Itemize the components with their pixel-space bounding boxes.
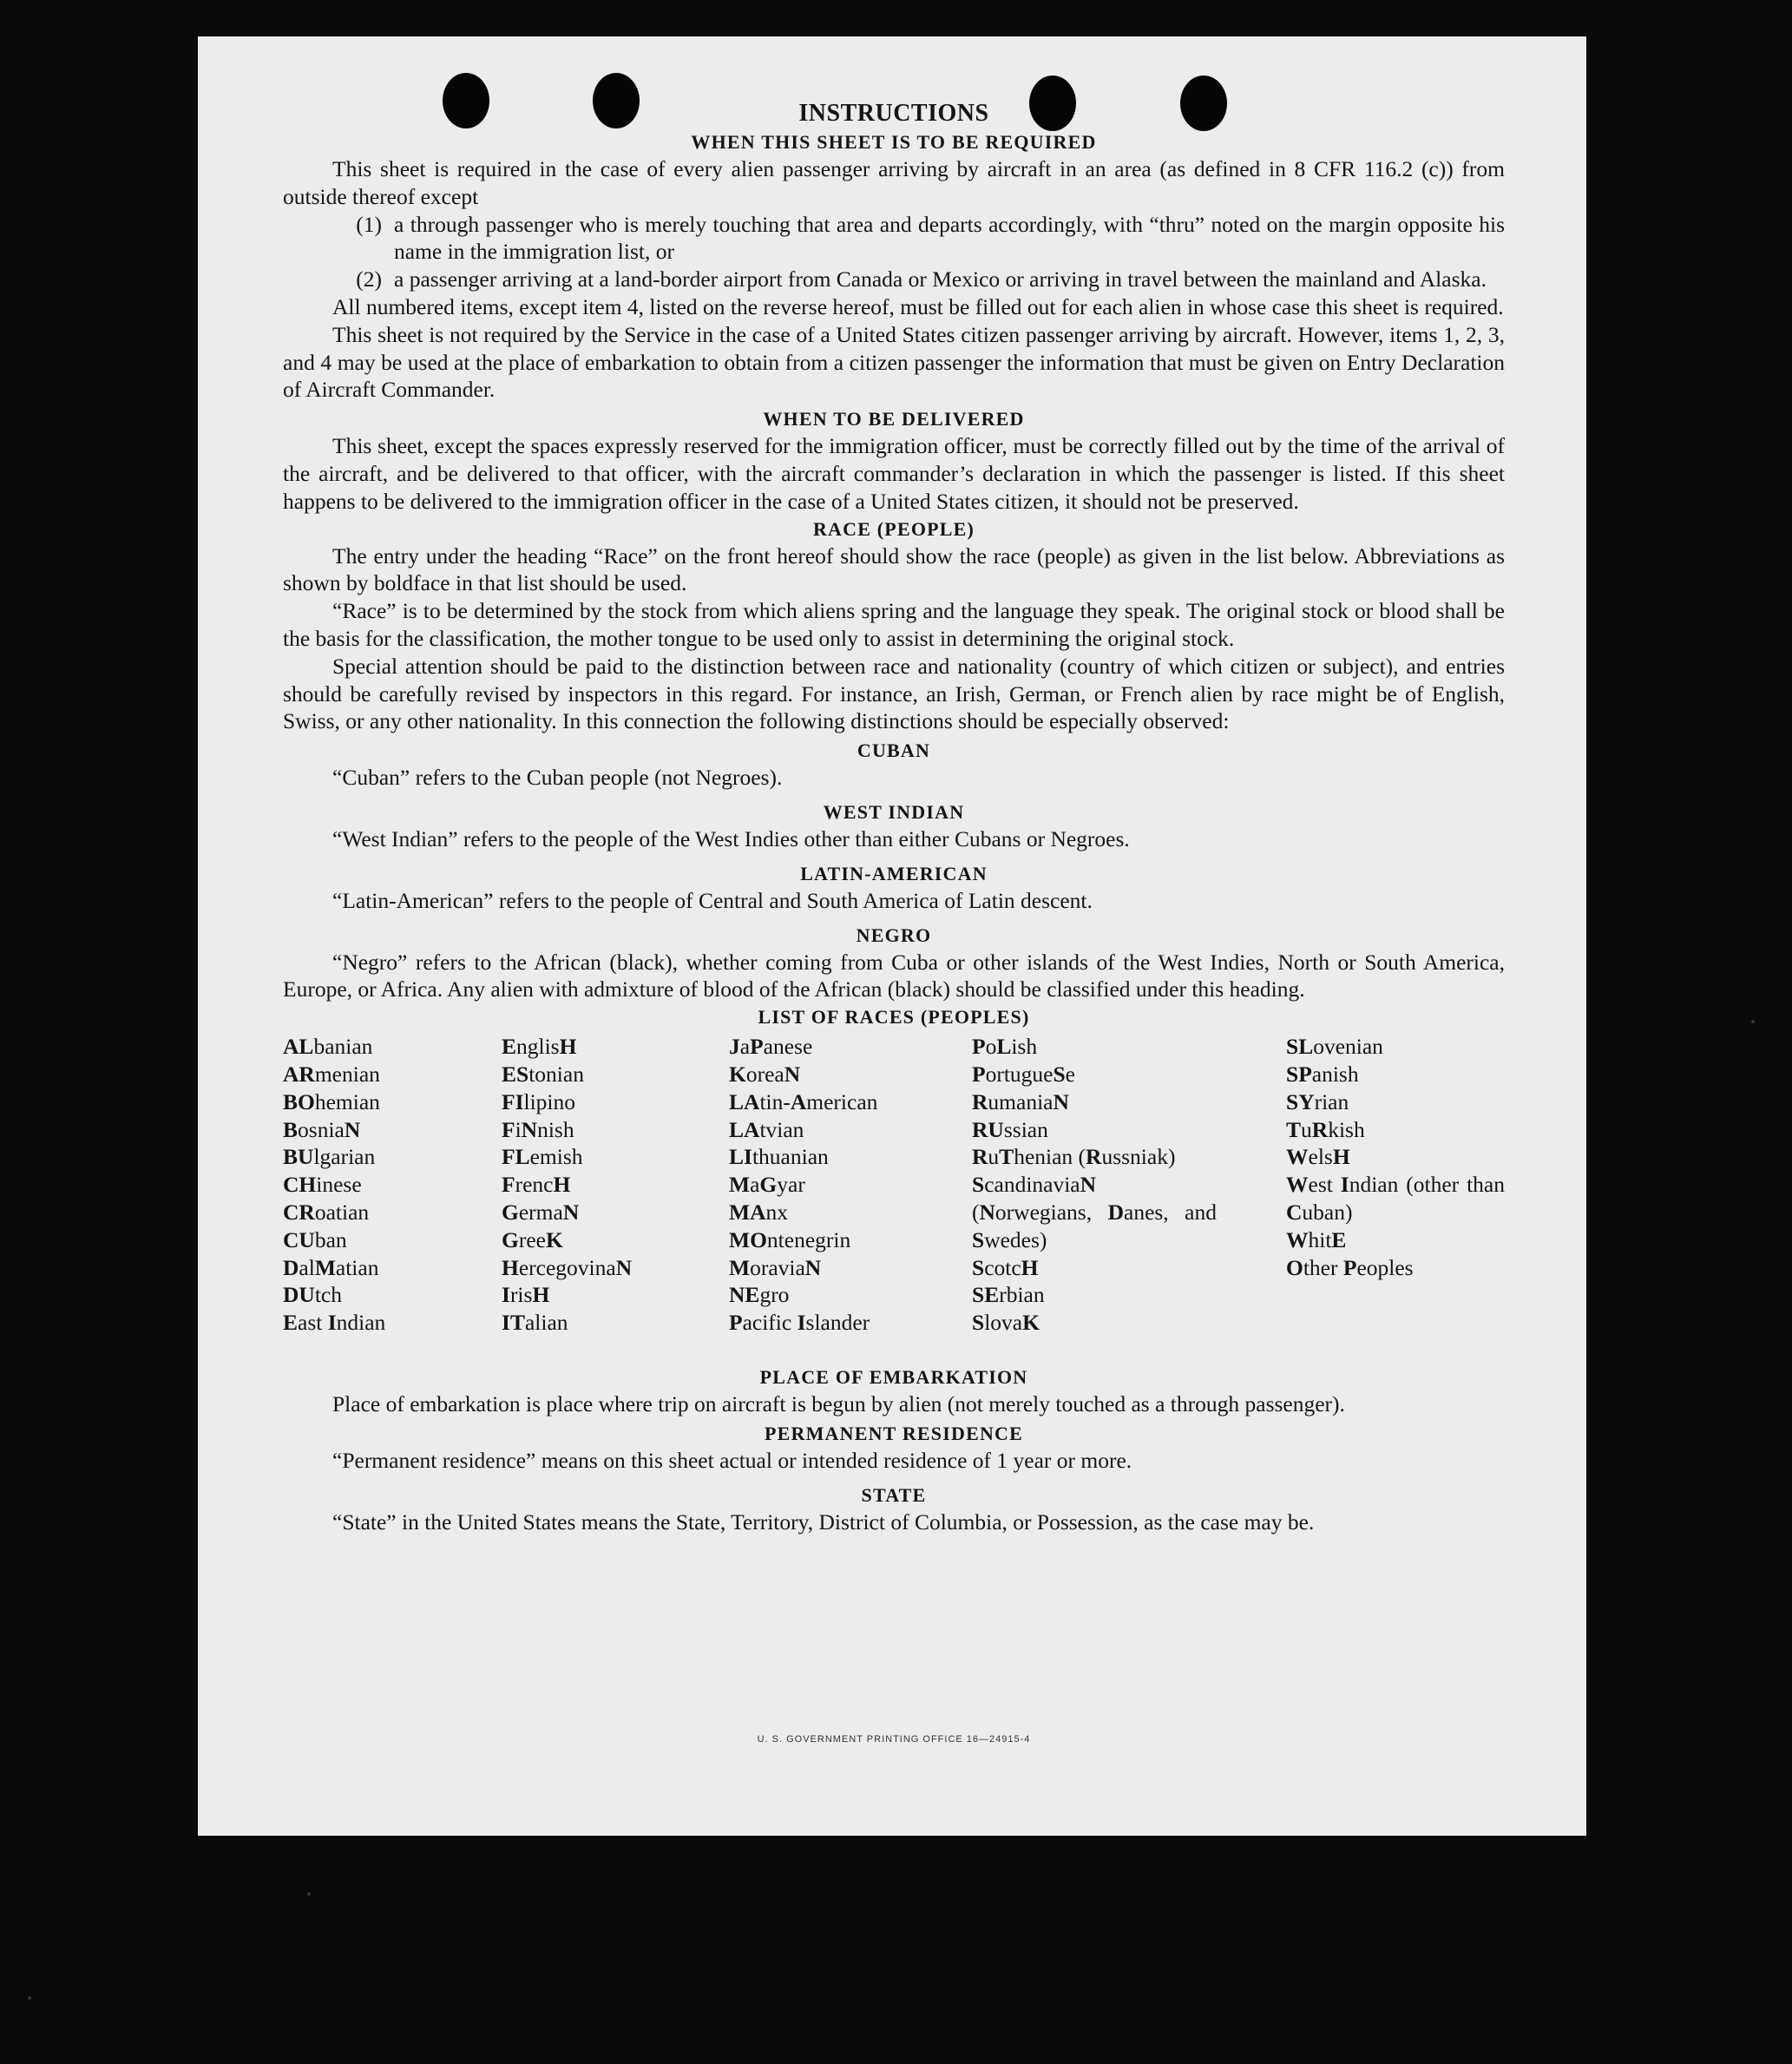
race-column [972,1033,1217,1337]
race-column [502,1033,710,1337]
paragraph: This sheet, except the spaces expressly reserved for the immigration officer, must be correctly filled out by the time of the arrival of the aircraft, and be delivered to that officer, with the aircraft commander’s declaration in which the passenger is listed. If this sheet happens to be delivered to the immigration officer in the case of a United States citizen, it should not be preserved. [283,433,1505,514]
race-entry: TuRkish [1286,1116,1365,1142]
race-column [283,1033,482,1337]
race-list [283,1033,1505,1364]
item-number: (2) [356,266,382,293]
paragraph: “Permanent residence” means on this sheet actual or intended residence of 1 year or more. [332,1447,1132,1473]
race-entry: RumaniaN [972,1088,1069,1114]
race-entry: West Indian (other than Cuban) [1286,1172,1505,1225]
race-entry: GermaN [502,1199,580,1225]
race-entry: ScotcH [972,1254,1039,1280]
heading-permanent-residence: PERMANENT RESIDENCE [764,1422,1024,1444]
race-entry: Other Peoples [1286,1254,1414,1280]
race-entry: MoraviaN [729,1254,822,1280]
race-entry: IrisH [502,1282,550,1308]
race-column [729,1033,955,1337]
list-item [283,211,1505,266]
race-entry: LIthuanian [729,1144,829,1170]
paragraph: “Negro” refers to the African (black), whether coming from Cuba or other islands of the West Indies, North or South America, Europe, or Africa. Any alien with admixture of blood of the African (black) should be classified under this heading. [283,949,1505,1002]
race-entry: ALbanian [283,1034,373,1060]
heading-state: STATE [861,1483,927,1506]
race-entry: SYrian [1286,1088,1349,1114]
paragraph: “Cuban” refers to the Cuban people (not Negroes). [332,765,783,791]
race-entry: CHinese [283,1172,362,1198]
race-entry: JaPanese [729,1034,813,1060]
heading-cuban: CUBAN [857,739,931,762]
race-entry: BOhemian [283,1088,380,1114]
race-entry: FrencH [502,1172,571,1198]
paragraph: Special attention should be paid to the distinction between race and nationality (country of which citizen or subject), and entries should be carefully revised by inspectors in this regard. For instance, an Irish, German, or French alien by race might be of English, Swiss, or any other nationality. In this connection the following distinctions should be especially observed: [283,653,1505,734]
item-text: a passenger arriving at a land-border airport from Canada or Mexico or arriving in travel between the mainland and Alaska. [394,266,1487,293]
paragraph: “Race” is to be determined by the stock from which aliens spring and the language they speak. The original stock or blood shall be the basis for the classification, the mother tongue to be used only to assist in determining the original stock. [283,598,1505,651]
race-entry: RuThenian (Russniak) [972,1144,1176,1170]
race-entry: GreeK [502,1226,563,1252]
race-entry: SPanish [1286,1061,1359,1087]
race-entry: DalMatian [283,1254,379,1280]
heading-when-required: WHEN THIS SHEET IS TO BE REQUIRED [691,131,1097,153]
race-entry: WhitE [1286,1226,1347,1252]
race-entry: SLovenian [1286,1034,1383,1060]
race-entry: EStonian [502,1061,584,1087]
document-sheet [198,36,1586,1836]
heading-when-delivered: WHEN TO BE DELIVERED [763,408,1025,431]
paragraph: Place of embarkation is place where trip on aircraft is begun by alien (not merely touched as a through passenger). [332,1391,1345,1417]
race-entry: MOntenegrin [729,1226,851,1252]
page-title: INSTRUCTIONS [798,100,989,127]
race-entry: KoreaN [729,1061,801,1087]
paragraph: This sheet is required in the case of every alien passenger arriving by aircraft in an area (as defined in 8 CFR 116.2 (c)) from outside thereof except [283,156,1505,209]
race-entry: LAtvian [729,1116,804,1142]
race-entry: CUban [283,1226,347,1252]
race-entry: EnglisH [502,1034,577,1060]
heading-race: RACE (PEOPLE) [812,517,975,540]
race-entry: PoLish [972,1034,1038,1060]
race-entry: ScandinaviaN (Norwegians, Danes, and Swedes) [972,1172,1217,1252]
list-item [283,266,1505,293]
paragraph: The entry under the heading “Race” on the front hereof should show the race (people) as given in the list below. Abbreviations as shown by boldface in that list should be used. [283,542,1505,596]
race-entry: SErbian [972,1282,1045,1308]
paragraph: “State” in the United States means the State, Territory, District of Columbia, or Possession, as the case may be. [332,1509,1315,1535]
race-entry: LAtin-American [729,1088,878,1114]
heading-place-of-embarkation: PLACE OF EMBARKATION [759,1366,1028,1389]
race-entry: DUtch [283,1282,342,1308]
race-entry: HercegovinaN [502,1254,633,1280]
race-entry: ITalian [502,1310,568,1336]
film-speck [1751,1020,1755,1023]
race-entry: SlovaK [972,1310,1040,1336]
printer-imprint: U. S. GOVERNMENT PRINTING OFFICE 16—24915-4 [757,1734,1031,1745]
heading-latin-american: LATIN-AMERICAN [800,862,988,884]
race-entry: WelsH [1286,1144,1350,1170]
race-entry: BosniaN [283,1116,361,1142]
paragraph: “West Indian” refers to the people of the West Indies other than either Cubans or Negroes. [332,825,1130,851]
film-speck [28,1996,31,2000]
race-entry: NEgro [729,1282,790,1308]
race-entry: FLemish [502,1144,583,1170]
race-entry: MAnx [729,1199,788,1225]
paragraph: All numbered items, except item 4, listed on the reverse hereof, must be filled out for each alien in whose case this sheet is required. [332,293,1504,319]
heading-list-of-races: LIST OF RACES (PEOPLES) [758,1006,1030,1029]
race-entry: East Indian [283,1310,386,1336]
paragraph: “Latin-American” refers to the people of Central and South America of Latin descent. [332,887,1093,913]
race-entry: FiNnish [502,1116,574,1142]
heading-west-indian: WEST INDIAN [823,800,965,823]
race-entry: PortugueSe [972,1061,1075,1087]
film-speck [307,1892,311,1896]
paragraph: This sheet is not required by the Service in the case of a United States citizen passenger arriving by aircraft. However, items 1, 2, 3, and 4 may be used at the place of embarkation to obtain from a citizen passenger the information that must be given on Entry Declaration of Aircraft Commander. [283,321,1505,403]
item-text: a through passenger who is merely touching that area and departs accordingly, with “thru” noted on the margin opposite his name in the immigration list, or [394,211,1505,265]
race-column [1286,1033,1505,1281]
race-entry: MaGyar [729,1172,805,1198]
race-entry: FIlipino [502,1088,576,1114]
race-entry: BUlgarian [283,1144,376,1170]
heading-negro: NEGRO [856,924,932,946]
race-entry: RUssian [972,1116,1048,1142]
item-number: (1) [356,211,382,237]
race-entry: CRoatian [283,1199,370,1225]
race-entry: ARmenian [283,1061,380,1087]
race-entry: Pacific Islander [729,1310,870,1336]
